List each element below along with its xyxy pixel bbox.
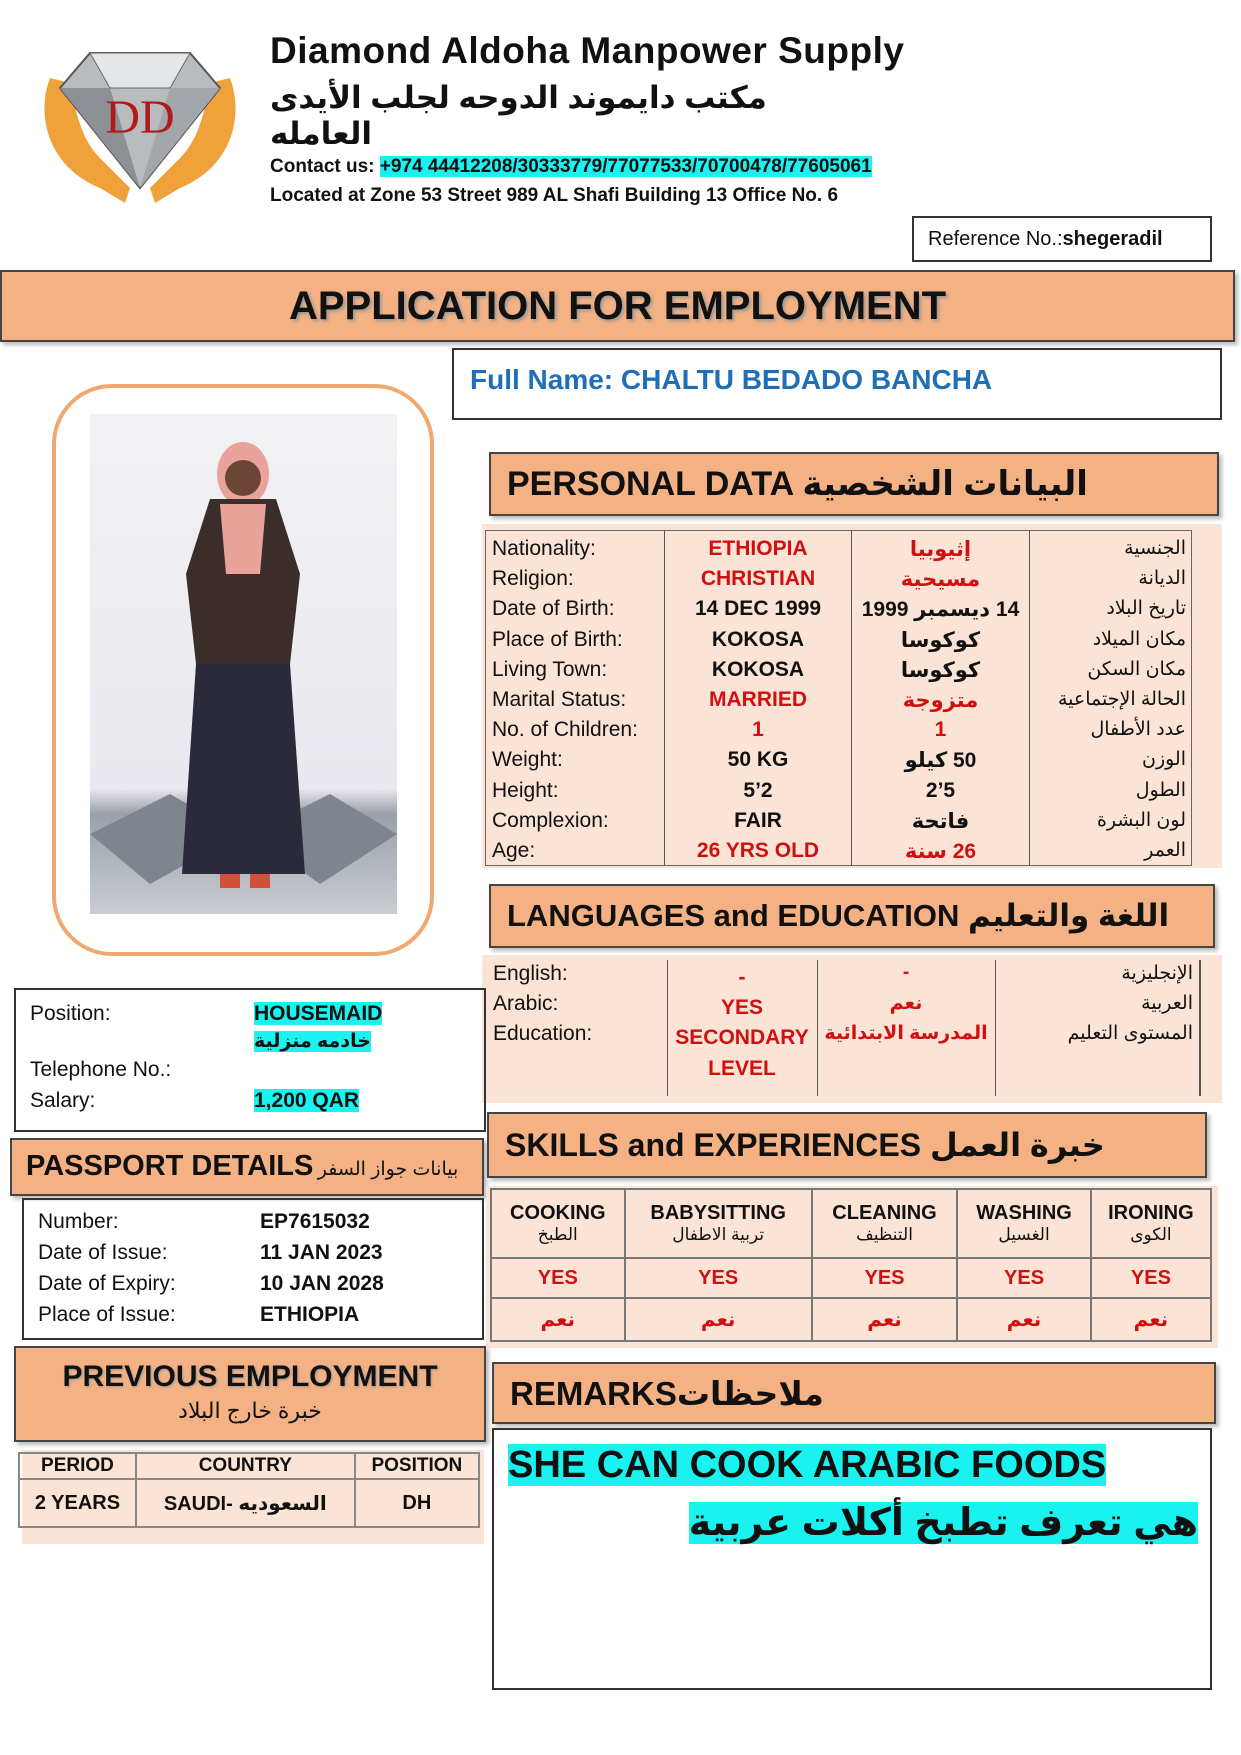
skill-ar: الطبخ	[537, 1225, 578, 1245]
personal-row-value-ar: 1	[934, 718, 947, 742]
personal-row-value-ar: مسيحية	[900, 568, 981, 592]
contact-line	[270, 156, 872, 178]
personal-row-value: KOKOSA	[711, 657, 805, 681]
skill-yes-ar: نعم	[1133, 1309, 1169, 1332]
skill-en: CLEANING	[832, 1202, 937, 1225]
skill-yes-ar: نعم	[700, 1309, 736, 1332]
skill-yes-ar: نعم	[867, 1309, 902, 1332]
personal-row-label: Age:	[492, 839, 536, 862]
personal-row-value-ar: فاتحة	[911, 809, 970, 833]
language-row-label: Arabic:	[493, 992, 559, 1015]
language-row-value-ar: نعم	[889, 993, 923, 1014]
position-value: HOUSEMAID	[254, 1002, 383, 1025]
personal-row-label: No. of Children:	[492, 718, 638, 742]
skill-yes: YES	[698, 1266, 739, 1289]
personal-row-label-ar: الديانة	[1138, 568, 1186, 590]
skill-yes: YES	[1130, 1266, 1171, 1289]
skill-en: WASHING	[976, 1202, 1072, 1225]
personal-row-value-ar: كوكوسا	[900, 658, 981, 682]
skill-cell	[1091, 1258, 1211, 1298]
telephone-label: Telephone No.:	[30, 1058, 172, 1081]
languages-title-en: LANGUAGES and EDUCATION	[507, 898, 960, 933]
language-row-label-ar: العربية	[1141, 993, 1193, 1014]
previous-employment-header	[14, 1346, 486, 1442]
remarks-header	[492, 1362, 1216, 1424]
position-label: Position:	[30, 1002, 111, 1025]
previous-employment-country: SAUDI- السعوديه	[136, 1479, 355, 1527]
skill-cell	[491, 1298, 625, 1341]
personal-row-label: Height:	[492, 778, 559, 802]
personal-row-label: Religion:	[492, 567, 574, 591]
languages-title-ar: اللغة والتعليم	[968, 898, 1170, 933]
personal-row-label: Nationality:	[492, 537, 596, 560]
col-divider	[1029, 531, 1030, 865]
previous-employment-title-ar: خبرة خارج البلاد	[178, 1398, 322, 1423]
remarks-title-en: REMARKS	[510, 1375, 677, 1412]
skill-yes: YES	[1004, 1266, 1045, 1289]
personal-data-header	[489, 452, 1219, 516]
position-value-ar: خادمه منزلية	[254, 1031, 371, 1052]
company-name-ar: مكتب دايموند الدوحه لجلب الأيدى العامله	[270, 80, 767, 151]
personal-row-label-ar: مكان الميلاد	[1092, 628, 1186, 650]
personal-row-value-ar: 50 كيلو	[904, 749, 977, 773]
language-row-label: English:	[493, 962, 568, 985]
personal-row-label-ar: لون البشرة	[1096, 809, 1186, 831]
skill-cell	[812, 1298, 957, 1341]
company-name-en: Diamond Aldoha Manpower Supply	[270, 30, 905, 71]
full-name-value: CHALTU BEDADO BANCHA	[620, 364, 993, 395]
personal-row-value: CHRISTIAN	[700, 567, 816, 591]
personal-row-value-ar: متزوجة	[902, 689, 979, 712]
diamond-hands-icon	[30, 38, 250, 213]
personal-row-label: Living Town:	[492, 657, 608, 681]
skill-cell	[491, 1258, 625, 1298]
passport-value: 11 JAN 2023	[260, 1241, 383, 1264]
col-divider	[851, 531, 852, 865]
skill-cell	[625, 1258, 812, 1298]
personal-row-label-ar: الطول	[1135, 779, 1186, 801]
remarks-box	[492, 1428, 1212, 1690]
personal-row-value: 1	[752, 718, 764, 742]
contact-numbers: +974 44412208/30333779/77077533/70700478/77605061	[379, 156, 872, 177]
language-row-value-ar: -	[902, 962, 910, 983]
personal-row-label-ar: الوزن	[1141, 749, 1186, 771]
skill-en: IRONING	[1108, 1202, 1194, 1225]
full-name-box	[452, 348, 1222, 420]
col-divider	[995, 960, 996, 1096]
languages-header	[489, 884, 1215, 948]
skill-yes-ar: نعم	[1006, 1309, 1042, 1332]
col-divider	[667, 960, 668, 1096]
remarks-line-en: SHE CAN COOK ARABIC FOODS	[508, 1444, 1107, 1486]
passport-label: Date of Issue:	[38, 1241, 168, 1264]
person-silhouette-icon	[90, 414, 397, 914]
personal-data-title-en: PERSONAL DATA	[507, 465, 793, 503]
personal-row-label: Weight:	[492, 748, 563, 772]
passport-value: ETHIOPIA	[260, 1303, 360, 1326]
passport-title-ar: بيانات جواز السفر	[317, 1159, 459, 1180]
position-box	[14, 988, 486, 1132]
skill-en: COOKING	[510, 1202, 606, 1225]
personal-row-label-ar: العمر	[1144, 840, 1186, 861]
skill-ar: الغسيل	[998, 1225, 1050, 1245]
previous-employment-column-header: COUNTRY	[136, 1453, 355, 1479]
personal-row-value: ETHIOPIA	[708, 537, 808, 560]
passport-label: Date of Expiry:	[38, 1272, 176, 1295]
skills-title-en: SKILLS and EXPERIENCES	[505, 1127, 922, 1163]
passport-value: 10 JAN 2028	[260, 1272, 384, 1295]
language-row-label-ar: الإنجليزية	[1121, 963, 1193, 984]
skill-ar: الكوى	[1130, 1225, 1172, 1245]
passport-value: EP7615032	[260, 1210, 370, 1233]
col-divider	[1199, 960, 1201, 1096]
skill-cell	[625, 1298, 812, 1341]
skill-yes: YES	[864, 1266, 905, 1289]
personal-row-label: Date of Birth:	[492, 597, 615, 621]
company-logo	[30, 38, 250, 213]
personal-row-value-ar: 5’2	[925, 778, 956, 802]
language-row-value: SECONDARY LEVEL	[675, 1026, 809, 1080]
language-row-value: YES	[720, 996, 764, 1019]
personal-row-label: Marital Status:	[492, 688, 627, 711]
svg-text:DD: DD	[105, 91, 175, 144]
personal-row-value-ar: 14 ديسمبر 1999	[861, 598, 1020, 622]
personal-row-label-ar: الجنسية	[1124, 538, 1186, 559]
contact-label: Contact us:	[270, 156, 375, 177]
language-row-label-ar: المستوى التعليم	[1067, 1023, 1193, 1044]
language-row-value: -	[738, 966, 746, 989]
personal-row-value: FAIR	[734, 808, 782, 832]
previous-employment-position: DH	[355, 1479, 479, 1527]
skill-yes-ar: نعم	[540, 1309, 576, 1332]
language-row-value-ar: المدرسة الابتدائية	[824, 1023, 988, 1044]
reference-box	[912, 216, 1212, 262]
personal-row-value-ar: إثيوبيا	[909, 538, 972, 561]
skill-cell	[812, 1189, 957, 1258]
passport-label: Place of Issue:	[38, 1303, 176, 1326]
personal-row-value: 50 KG	[727, 748, 789, 772]
passport-header	[10, 1138, 484, 1196]
personal-row-value: KOKOSA	[711, 627, 805, 651]
skill-cell	[491, 1189, 625, 1258]
skills-header	[487, 1112, 1207, 1178]
skill-ar: تربية الاطفال	[672, 1225, 765, 1245]
full-name-label: Full Name:	[470, 364, 614, 395]
skill-cell	[625, 1189, 812, 1258]
personal-row-value: 26 YRS OLD	[696, 839, 820, 862]
reference-value: shegeradil	[1062, 228, 1163, 250]
salary-label: Salary:	[30, 1089, 96, 1112]
personal-row-value: MARRIED	[709, 688, 807, 711]
col-divider	[817, 960, 818, 1096]
personal-row-label: Place of Birth:	[492, 627, 623, 651]
skill-cell	[957, 1189, 1091, 1258]
skill-yes: YES	[537, 1266, 578, 1289]
reference-label: Reference No.:	[928, 228, 1063, 250]
previous-employment-table	[18, 1452, 480, 1528]
personal-row-label: Complexion:	[492, 808, 609, 832]
previous-employment-period: 2 YEARS	[19, 1479, 136, 1527]
address-line: Located at Zone 53 Street 989 AL Shafi Building 13 Office No. 6	[270, 185, 839, 206]
personal-row-value: 5’2	[743, 778, 773, 802]
skill-cell	[812, 1258, 957, 1298]
skill-cell	[957, 1298, 1091, 1341]
passport-title-en: PASSPORT DETAILS	[26, 1150, 314, 1182]
page-title: APPLICATION FOR EMPLOYMENT	[288, 284, 947, 328]
skill-en: BABYSITTING	[650, 1202, 786, 1225]
language-row-label: Education:	[493, 1022, 593, 1045]
skills-table	[490, 1188, 1212, 1342]
personal-row-value-ar: كوكوسا	[900, 628, 981, 652]
previous-employment-title-en: PREVIOUS EMPLOYMENT	[62, 1360, 438, 1393]
personal-row-label-ar: عدد الأطفال	[1090, 719, 1186, 741]
title-bar	[0, 270, 1235, 342]
personal-data-table	[485, 530, 1192, 866]
skill-ar: التنظيف	[856, 1225, 913, 1245]
languages-table	[487, 960, 1199, 1096]
salary-value: 1,200 QAR	[254, 1089, 360, 1112]
personal-row-label-ar: الحالة الإجتماعية	[1058, 689, 1186, 710]
previous-employment-column-header: POSITION	[355, 1453, 479, 1479]
previous-employment-column-header: PERIOD	[19, 1453, 136, 1479]
remarks-line-ar: هي تعرف تطبخ أكلات عربية	[688, 1502, 1198, 1544]
personal-row-label-ar: تاريخ البلاد	[1106, 598, 1186, 620]
personal-row-value: 14 DEC 1999	[694, 597, 822, 621]
col-divider	[664, 531, 665, 865]
skill-cell	[957, 1258, 1091, 1298]
applicant-photo	[90, 414, 397, 914]
skill-cell	[1091, 1298, 1211, 1341]
passport-label: Number:	[38, 1210, 119, 1233]
passport-box	[22, 1198, 484, 1340]
personal-row-label-ar: مكان السكن	[1087, 658, 1186, 680]
personal-row-value-ar: 26 سنة	[904, 840, 977, 863]
skill-cell	[1091, 1189, 1211, 1258]
skills-title-ar: خبرة العمل	[929, 1127, 1105, 1163]
remarks-title-ar: ملاحظات	[676, 1375, 824, 1412]
personal-data-title-ar: البيانات الشخصية	[802, 465, 1088, 503]
